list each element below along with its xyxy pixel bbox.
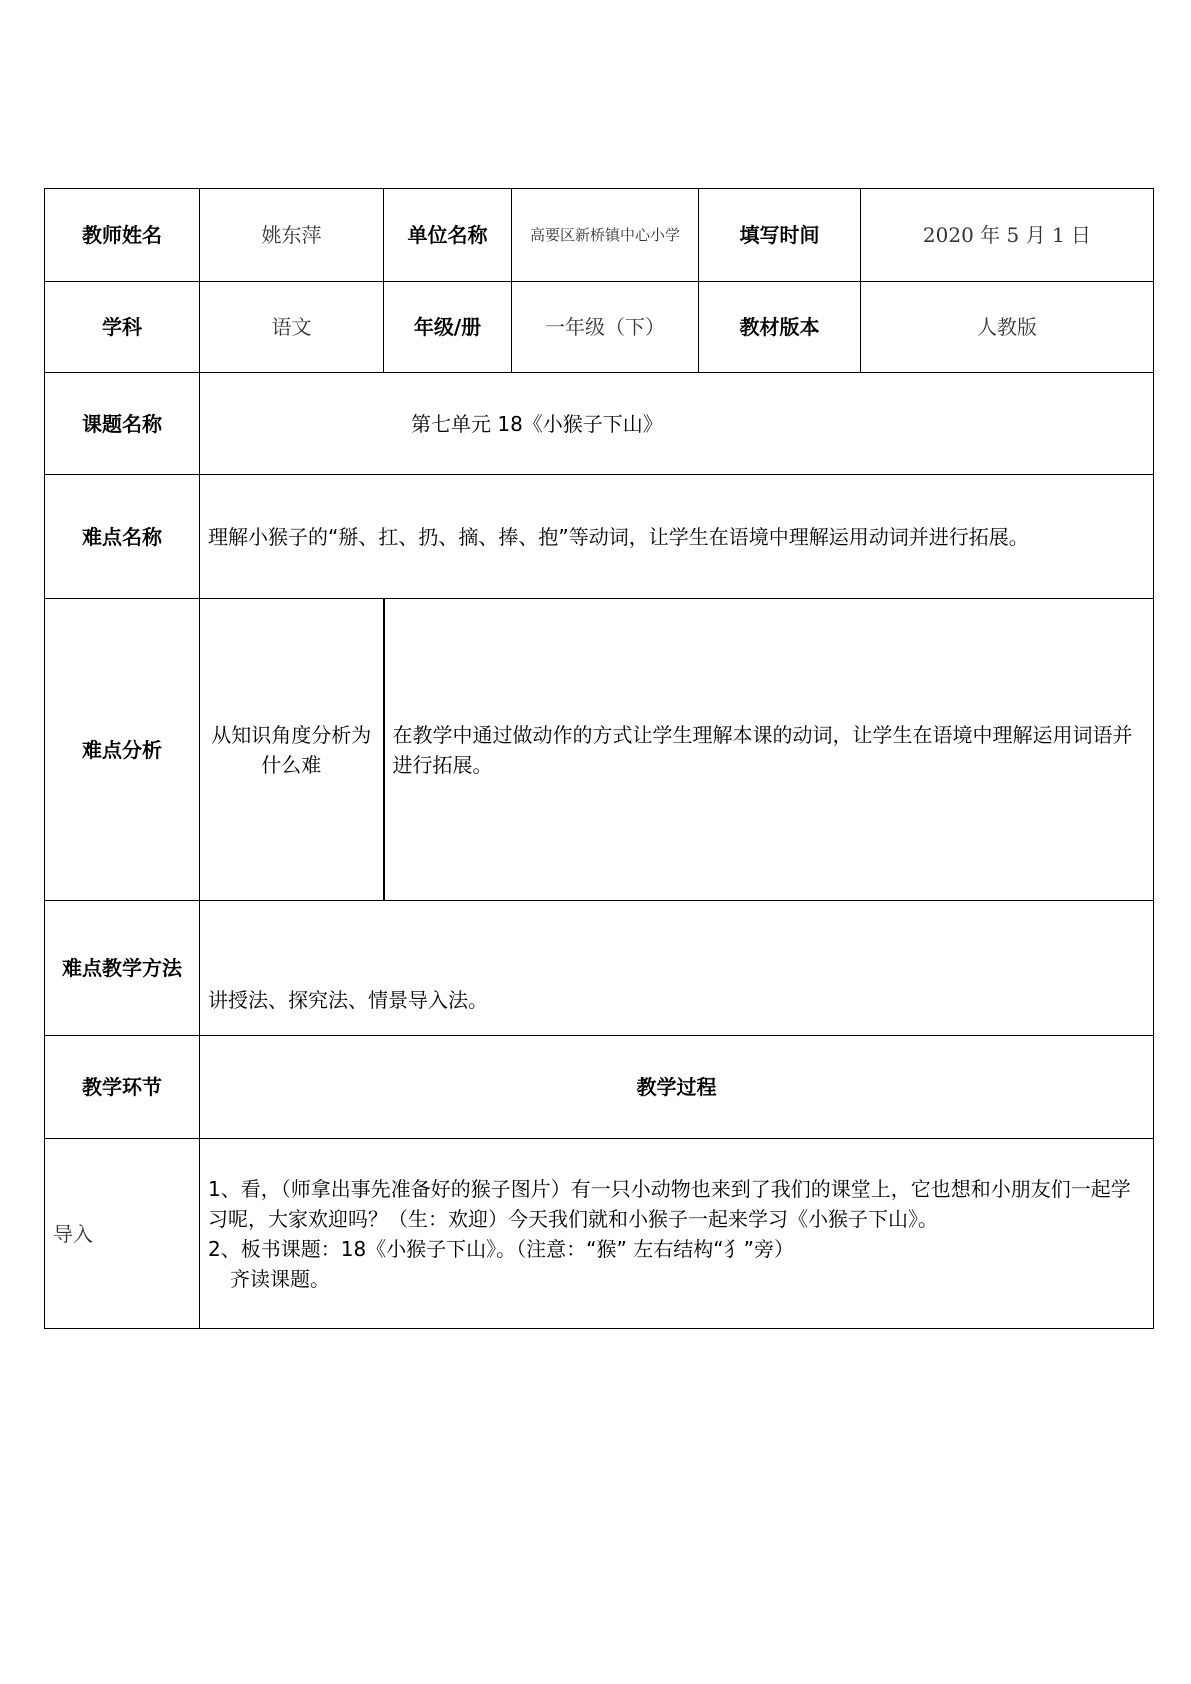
fill-date-value: 2020 年 5 月 1 日 bbox=[861, 189, 1154, 282]
teacher-name-value: 姚东萍 bbox=[200, 189, 384, 282]
process-line-2: 2、板书课题：18《小猴子下山》。（注意：“猴” 左右结构“犭”旁） bbox=[208, 1236, 794, 1261]
analysis-sub-label: 从知识角度分析为什么难 bbox=[200, 599, 384, 901]
unit-name-label: 单位名称 bbox=[384, 189, 512, 282]
method-value: 讲授法、探究法、情景导入法。 bbox=[200, 901, 1154, 1036]
analysis-label: 难点分析 bbox=[45, 599, 200, 901]
lesson-title-row bbox=[45, 373, 1154, 475]
lesson-plan-table bbox=[44, 188, 1154, 1329]
process-label: 教学过程 bbox=[200, 1036, 1154, 1139]
stage-label: 教学环节 bbox=[45, 1036, 200, 1139]
subject-value: 语文 bbox=[200, 282, 384, 373]
grade-label: 年级/册 bbox=[384, 282, 512, 373]
stage-name: 导入 bbox=[45, 1139, 200, 1329]
difficulty-value: 理解小猴子的“掰、扛、扔、摘、捧、抱”等动词，让学生在语境中理解运用动词并进行拓展。 bbox=[200, 475, 1154, 599]
process-line-3: 齐读课题。 bbox=[230, 1266, 330, 1291]
method-row bbox=[45, 901, 1154, 1036]
analysis-value: 在教学中通过做动作的方式让学生理解本课的动词，让学生在语境中理解运用词语并进行拓展。 bbox=[384, 599, 1154, 901]
process-content bbox=[200, 1139, 1154, 1329]
difficulty-label: 难点名称 bbox=[45, 475, 200, 599]
fill-date-label: 填写时间 bbox=[699, 189, 861, 282]
difficulty-row bbox=[45, 475, 1154, 599]
lesson-title-label: 课题名称 bbox=[45, 373, 200, 475]
edition-label: 教材版本 bbox=[699, 282, 861, 373]
unit-name-value: 高要区新桥镇中心小学 bbox=[512, 189, 699, 282]
analysis-row bbox=[45, 599, 1154, 901]
header-row-1 bbox=[45, 189, 1154, 282]
header-row-2 bbox=[45, 282, 1154, 373]
process-row bbox=[45, 1139, 1154, 1329]
process-line-1: 1、看，（师拿出事先准备好的猴子图片）有一只小动物也来到了我们的课堂上，它也想和小朋友们一起学习呢，大家欢迎吗？（生：欢迎）今天我们就和小猴子一起来学习《小猴子下山》。 bbox=[208, 1176, 1131, 1231]
lesson-title-text: 第七单元 18《小猴子下山》 bbox=[411, 411, 663, 436]
edition-value: 人教版 bbox=[861, 282, 1154, 373]
method-label: 难点教学方法 bbox=[45, 901, 200, 1036]
grade-value: 一年级（下） bbox=[512, 282, 699, 373]
process-header-row bbox=[45, 1036, 1154, 1139]
subject-label: 学科 bbox=[45, 282, 200, 373]
lesson-title-value bbox=[200, 373, 1154, 475]
teacher-name-label: 教师姓名 bbox=[45, 189, 200, 282]
